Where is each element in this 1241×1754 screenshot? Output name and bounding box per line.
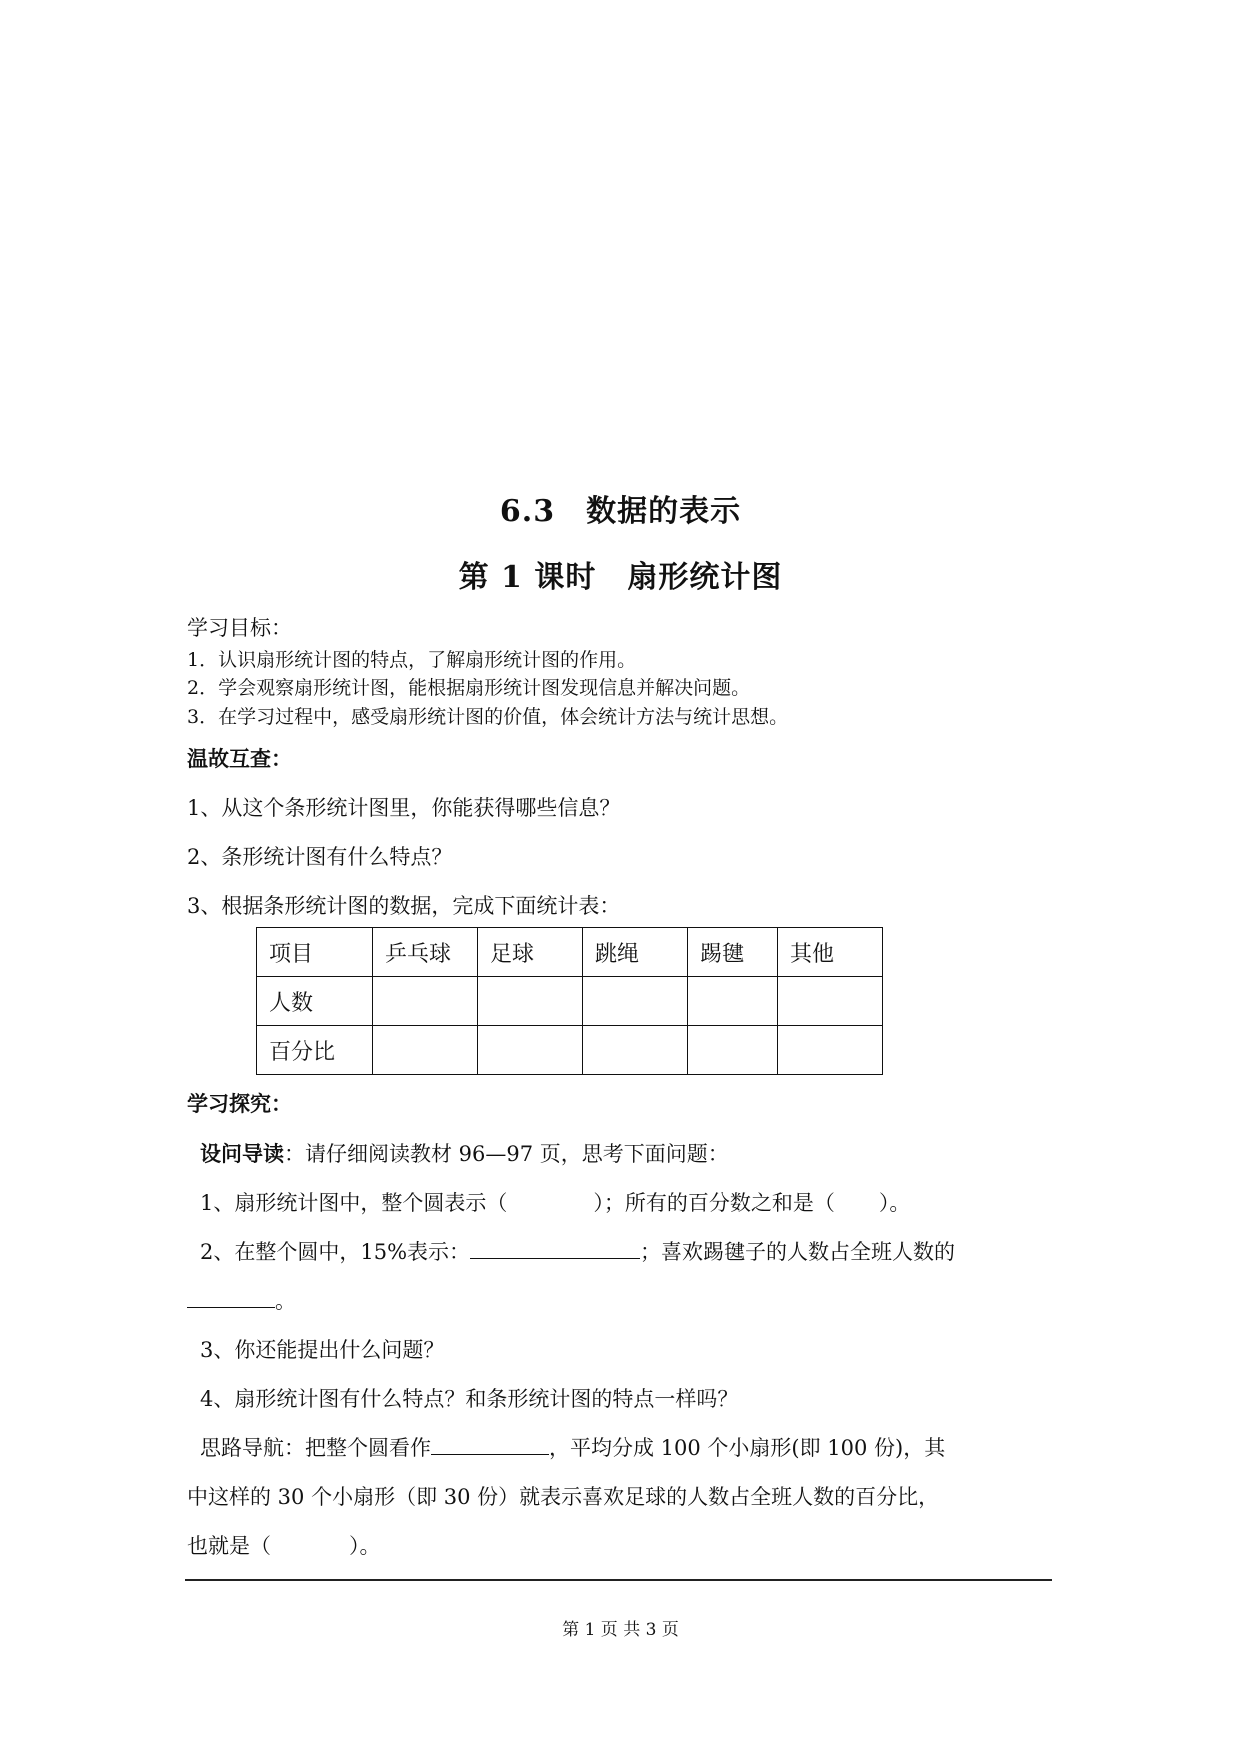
guide-label: 设问导读 <box>200 1141 284 1166</box>
table-blank-cell[interactable] <box>688 1026 778 1075</box>
explore-question-2 <box>200 1236 955 1266</box>
table-header-cell: 踢毽 <box>688 928 778 977</box>
objective-item-2: 2．学会观察扇形统计图，能根据扇形统计图发现信息并解决问题。 <box>187 677 751 699</box>
q1-part-a: 1、扇形统计图中，整个圆表示（ <box>200 1191 508 1215</box>
page-number: 第 1 页 共 3 页 <box>562 1620 679 1640</box>
review-question-2: 2、条形统计图有什么特点？ <box>187 845 453 869</box>
q1-part-c: ）。 <box>878 1191 911 1215</box>
review-heading: 温故互查： <box>187 746 292 771</box>
explore-question-1 <box>200 1187 910 1217</box>
table-blank-cell[interactable] <box>688 977 778 1026</box>
table-header-cell: 其他 <box>778 928 883 977</box>
q1-part-b: ）；所有的百分数之和是（ <box>593 1191 835 1215</box>
table-row-label: 百分比 <box>257 1026 373 1075</box>
guide-line <box>200 1138 729 1168</box>
q2-part-c: 。 <box>275 1289 296 1314</box>
nav-part-b: ，平均分成 100 个小扇形(即 100 份)，其 <box>549 1436 946 1461</box>
guide-text: ：请仔细阅读教材 96—97 页，思考下面问题： <box>284 1142 729 1166</box>
table-header-cell: 跳绳 <box>583 928 688 977</box>
answer-blank[interactable] <box>431 1432 549 1455</box>
objectives-heading: 学习目标： <box>187 616 292 640</box>
nav-part-a: 思路导航：把整个圆看作 <box>200 1436 431 1461</box>
q2-part-a: 2、在整个圆中，15%表示： <box>200 1240 471 1265</box>
table-blank-cell[interactable] <box>478 977 583 1026</box>
objective-item-1: 1．认识扇形统计图的特点，了解扇形统计图的作用。 <box>187 649 637 671</box>
table-row <box>257 928 883 977</box>
table-header-cell: 项目 <box>257 928 373 977</box>
table-blank-cell[interactable] <box>478 1026 583 1075</box>
answer-blank[interactable] <box>470 1236 640 1259</box>
table-row <box>257 977 883 1026</box>
table-blank-cell[interactable] <box>373 977 478 1026</box>
nav-line3-b: ）。 <box>349 1534 381 1558</box>
nav-line3-a: 也就是（ <box>187 1534 271 1558</box>
review-question-1: 1、从这个条形统计图里，你能获得哪些信息？ <box>187 796 621 820</box>
explore-question-2-cont <box>187 1285 296 1315</box>
table-blank-cell[interactable] <box>373 1026 478 1075</box>
thinking-guide-line-1 <box>200 1432 945 1462</box>
table-header-cell: 足球 <box>478 928 583 977</box>
table-blank-cell[interactable] <box>778 1026 883 1075</box>
explore-question-3: 3、你还能提出什么问题？ <box>200 1338 445 1362</box>
table-blank-cell[interactable] <box>583 1026 688 1075</box>
table-blank-cell[interactable] <box>778 977 883 1026</box>
table-row <box>257 1026 883 1075</box>
table-header-cell: 乒乓球 <box>373 928 478 977</box>
explore-question-4: 4、扇形统计图有什么特点？和条形统计图的特点一样吗？ <box>200 1387 739 1411</box>
table-blank-cell[interactable] <box>583 977 688 1026</box>
lesson-subtitle: 第 1 课时 扇形统计图 <box>458 560 783 595</box>
review-question-3: 3、根据条形统计图的数据，完成下面统计表： <box>187 894 621 918</box>
explore-heading: 学习探究： <box>187 1091 292 1116</box>
table-row-label: 人数 <box>257 977 373 1026</box>
thinking-guide-line-3 <box>187 1530 381 1560</box>
q2-part-b: ；喜欢踢毽子的人数占全班人数的 <box>640 1240 956 1265</box>
footer-divider <box>185 1579 1052 1581</box>
page-title: 6.3 数据的表示 <box>499 494 742 529</box>
answer-blank[interactable] <box>187 1285 275 1308</box>
statistics-table <box>256 927 883 1075</box>
thinking-guide-line-2: 中这样的 30 个小扇形（即 30 份）就表示喜欢足球的人数占全班人数的百分比， <box>187 1485 940 1509</box>
objective-item-3: 3．在学习过程中，感受扇形统计图的价值，体会统计方法与统计思想。 <box>187 706 789 728</box>
